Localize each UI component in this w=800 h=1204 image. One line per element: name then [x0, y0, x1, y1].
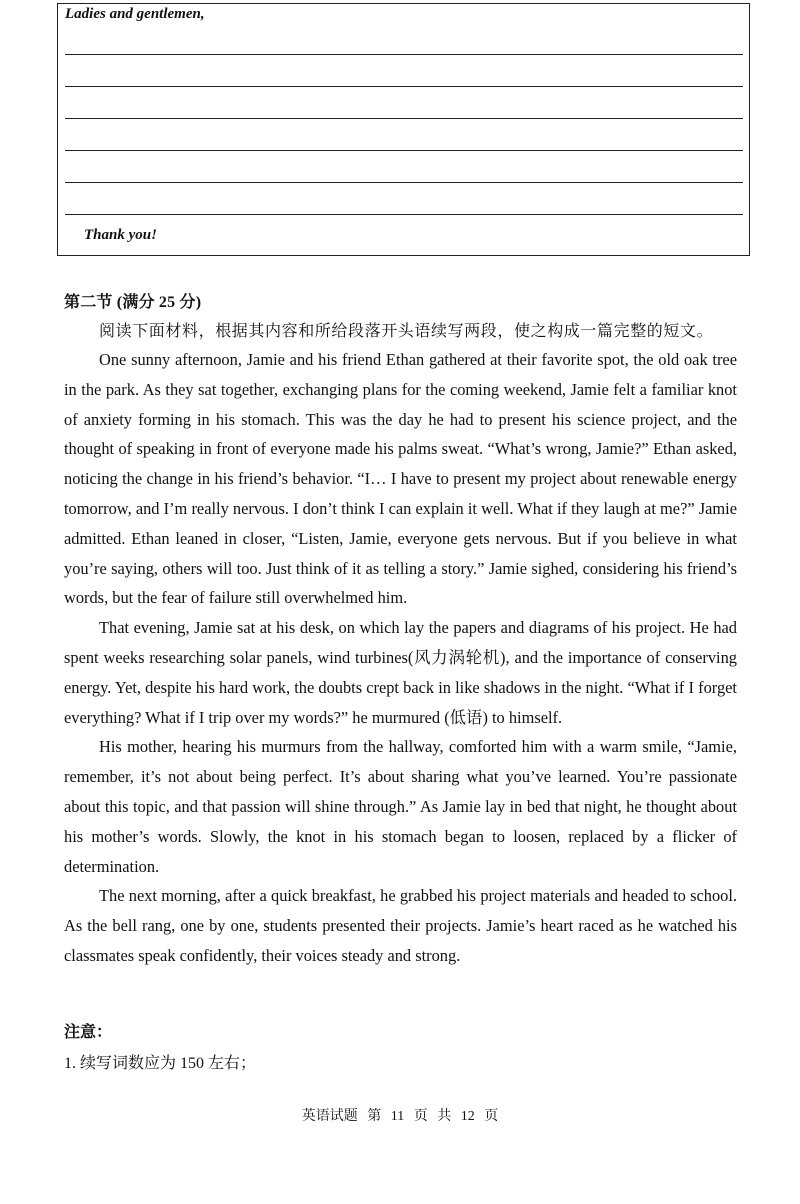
passage-paragraph: His mother, hearing his murmurs from the hallway, comforted him with a warm smile, “Jamie, remember, it’s not about being perfect. It’s about sharing what you’ve learned. You’re passionate about this topic, and that passion will shine through.” As Jamie lay in bed that night, he thought about his mother’s words. Slowly, the knot in his stomach began to loosen, replaced by a flicker of determination. [64, 737, 737, 876]
box-salutation: Ladies and gentlemen, [65, 6, 205, 22]
notes-heading: 注意： [64, 1024, 113, 1041]
passage [64, 345, 737, 971]
ruled-line[interactable] [65, 182, 743, 183]
section-instruction: 阅读下面材料，根据其内容和所给段落开头语续写两段，使之构成一篇完整的短文。 [99, 323, 714, 340]
ruled-line[interactable] [65, 150, 743, 151]
box-closing: Thank you! [84, 227, 157, 243]
passage-paragraph: That evening, Jamie sat at his desk, on which lay the papers and diagrams of his project. He had spent weeks researching solar panels, wind turbines(风力涡轮机), and the importance of conserving energy. Yet, despite his hard work, the doubts crept back in like shadows in the night. “What if I forget everything? What if I trip over my words?” he murmured (低语) to himself. [64, 618, 737, 727]
ruled-line[interactable] [65, 54, 743, 55]
answer-box [57, 3, 750, 256]
ruled-line[interactable] [65, 118, 743, 119]
passage-paragraph: The next morning, after a quick breakfast, he grabbed his project materials and headed to school. As the bell rang, one by one, students presented their projects. Jamie’s heart raced as he watched his classmates speak confidently, their voices steady and strong. [64, 886, 737, 965]
note-item: 1. 续写词数应为 150 左右； [64, 1055, 257, 1072]
page-footer: 英语试题 第 11 页 共 12 页 [301, 1109, 499, 1124]
passage-paragraph: One sunny afternoon, Jamie and his friend Ethan gathered at their favorite spot, the old oak tree in the park. As they sat together, exchanging plans for the coming weekend, Jamie felt a familiar knot of anxiety forming in his stomach. This was the day he had to present his science project, and the thought of speaking in front of everyone made his palms sweat. “What’s wrong, Jamie?” Ethan asked, noticing the change in his friend’s behavior. “I… I have to present my project about renewable energy tomorrow, and I’m really nervous. I don’t think I can explain it well. What if they laugh at me?” Jamie admitted. Ethan leaned in closer, “Listen, Jamie, everyone gets nervous. But if you believe in what you’re saying, others will too. Just think of it as telling a story.” Jamie sighed, considering his friend’s words, but the fear of failure still overwhelmed him. [64, 350, 737, 608]
ruled-line[interactable] [65, 86, 743, 87]
ruled-line[interactable] [65, 214, 743, 215]
section-heading: 第二节 (满分 25 分) [64, 294, 202, 311]
